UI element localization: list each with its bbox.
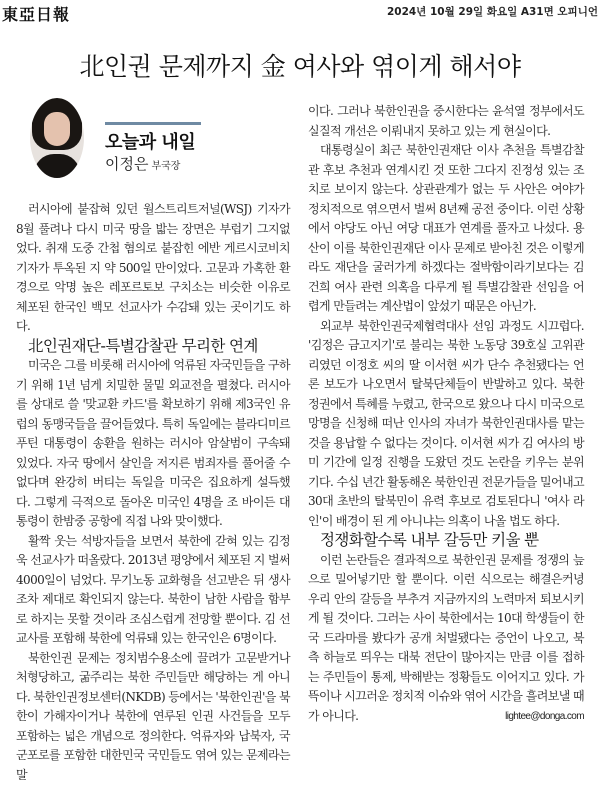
author-name: 이정은	[105, 155, 148, 173]
column-name: 오늘과 내일	[105, 128, 195, 154]
masthead	[0, 0, 600, 22]
paragraph: 이런 논란들은 결과적으로 북한인권 문제를 정쟁의 늪으로 밀어넣기만 할 뿐이다. 이런 식으로는 해결은커녕 우리 안의 갈등을 부추겨 지금까지의 노력마저 퇴보시키게 될 것이다. 그러는 사이 북한에서는 10대 학생들이 한국 드라마를 봤다가 공개 처벌됐다는 증언이 나오고, 북측 하늘로 띄우는 대북 전단이 많아지는 만큼 이를 접하는 주민들이 통제, 박해받는 정황들도 이어지고 있다. 가뜩이나 시끄러운 정치적 이슈와 엮어 시간을 흘려보낼 때가 아니다.	[308, 551, 584, 727]
author-email[interactable]: lightee@donga.com	[308, 707, 584, 727]
author-photo	[30, 98, 84, 178]
column-rule	[105, 122, 201, 125]
right-column	[308, 102, 584, 727]
subhead: 北인권재단-특별감찰관 무리한 연계	[16, 337, 290, 357]
subhead: 정쟁화할수록 내부 갈등만 키울 뿐	[308, 531, 584, 551]
paragraph: 대통령실이 최근 북한인권재단 이사 추천을 특별감찰관 후보 추천과 연계시킨 것 또한 그다지 진정성 있는 조치로 보이지 않는다. 상관관계가 없는 두 사안은 여야가 정치적으로 엮으면서 벌써 8년째 공전 중이다. 이런 상황에서 야당도 아닌 여당 대표가 연계를 풀자고 나섰다. 용산이 이를 북한인권재단 이사 문제로 받아친 것은 이렇게라도 재단을 굴러가게 하겠다는 절박함이라기보다는 김건희 여사 관련 의혹을 다루게 될 특별감찰관 선임을 어렵게 만들려는 계산법이 앞섰기 때문은 아닌가.	[308, 141, 584, 317]
paragraph: 활짝 웃는 석방자들을 보면서 북한에 갇혀 있는 김정욱 선교사가 떠올랐다. 2013년 평양에서 체포된 지 벌써 4000일이 넘었다. 무기노동 교화형을 선고받은 뒤 생사조차 제대로 확인되지 않는다. 북한이 남한 사람을 함부로 하지는 못할 것이라 조심스럽게 전망할 뿐이다. 김 선교사를 포함해 북한에 억류돼 있는 한국인은 6명이다.	[16, 532, 290, 649]
author-rank: 부국장	[151, 161, 180, 172]
paragraph: 이다. 그러나 북한인권을 중시한다는 윤석열 정부에서도 실질적 개선은 이뤄내지 못하고 있는 게 현실이다.	[308, 102, 584, 141]
paragraph: 러시아에 붙잡혀 있던 월스트리트저널(WSJ) 기자가 8월 풀려나 다시 미국 땅을 밟는 장면은 부럽기 그지없었다. 취재 도중 간첩 혐의로 붙잡힌 에반 게르시코비치 기자가 투옥된 지 약 500일 만이었다. 고문과 가혹한 환경으로 악명 높은 레포르토보 구치소는 비슷한 이유로 체포된 한국인 백모 선교사가 수감돼 있는 곳이기도 하다.	[16, 200, 290, 337]
article-headline: 北인권 문제까지 金 여사와 엮이게 해서야	[0, 47, 600, 83]
left-column	[16, 200, 290, 785]
newspaper-logo: 東亞日報	[2, 2, 70, 25]
paragraph: 외교부 북한인권국제협력대사 선임 과정도 시끄럽다. '김정은 금고지기'로 불리는 북한 노동당 39호실 고위관리였던 이정호 씨의 딸 이서현 씨가 단수 추천됐다는 언론 보도가 나오면서 탈북단체들이 반발하고 있다. 북한 정권에서 특혜를 누렸고, 한국으로 왔으나 다시 미국으로 망명을 신청해 떠난 인사의 자녀가 북한인권대사를 맡는 것을 용납할 수 없다는 것이다. 이서현 씨가 김 여사의 방미 기간에 일정 진행을 도왔던 것도 논란을 키우는 분위기다. 수십 년간 활동해온 북한인권 전문가들을 밀어내고 30대 초반의 탈북민이 유력 후보로 검토된다니 '여사 라인'이 배경이 된 게 아니냐는 의혹이 나올 법도 하다.	[308, 317, 584, 532]
paragraph: 북한인권 문제는 정치범수용소에 끌려가 고문받거나 처형당하고, 굶주리는 북한 주민들만 해당하는 게 아니다. 북한인권정보센터(NKDB) 등에서는 '북한인권'을 북한이 가해자이거나 북한에 연루된 인권 사건들을 모두 포함하는 넓은 개념으로 정의한다. 억류자와 납북자, 국군포로를 포함한 대한민국 국민들도 엮여 있는 문제라는 말	[16, 649, 290, 785]
dateline: 2024년 10월 29일 화요일 A31면 오피니언	[387, 4, 598, 19]
paragraph: 미국은 그를 비롯해 러시아에 억류된 자국민들을 구하기 위해 1년 넘게 치밀한 물밑 외교전을 펼쳤다. 러시아를 상대로 쓸 '맞교환 카드'를 확보하기 위해 제3국인 유럽의 동맹국들을 끌어들였다. 특히 독일에는 블라디미르 푸틴 대통령이 송환을 원하는 러시아 암살범이 구속돼 있었다. 자국 땅에서 살인을 저지른 범죄자를 풀어줄 수 없다며 완강히 버티는 독일을 미국은 집요하게 설득했다. 그렇게 극적으로 돌아온 미국인 4명을 조 바이든 대통령이 한밤중 공항에 직접 나와 맞이했다.	[16, 356, 290, 532]
author	[105, 153, 180, 174]
